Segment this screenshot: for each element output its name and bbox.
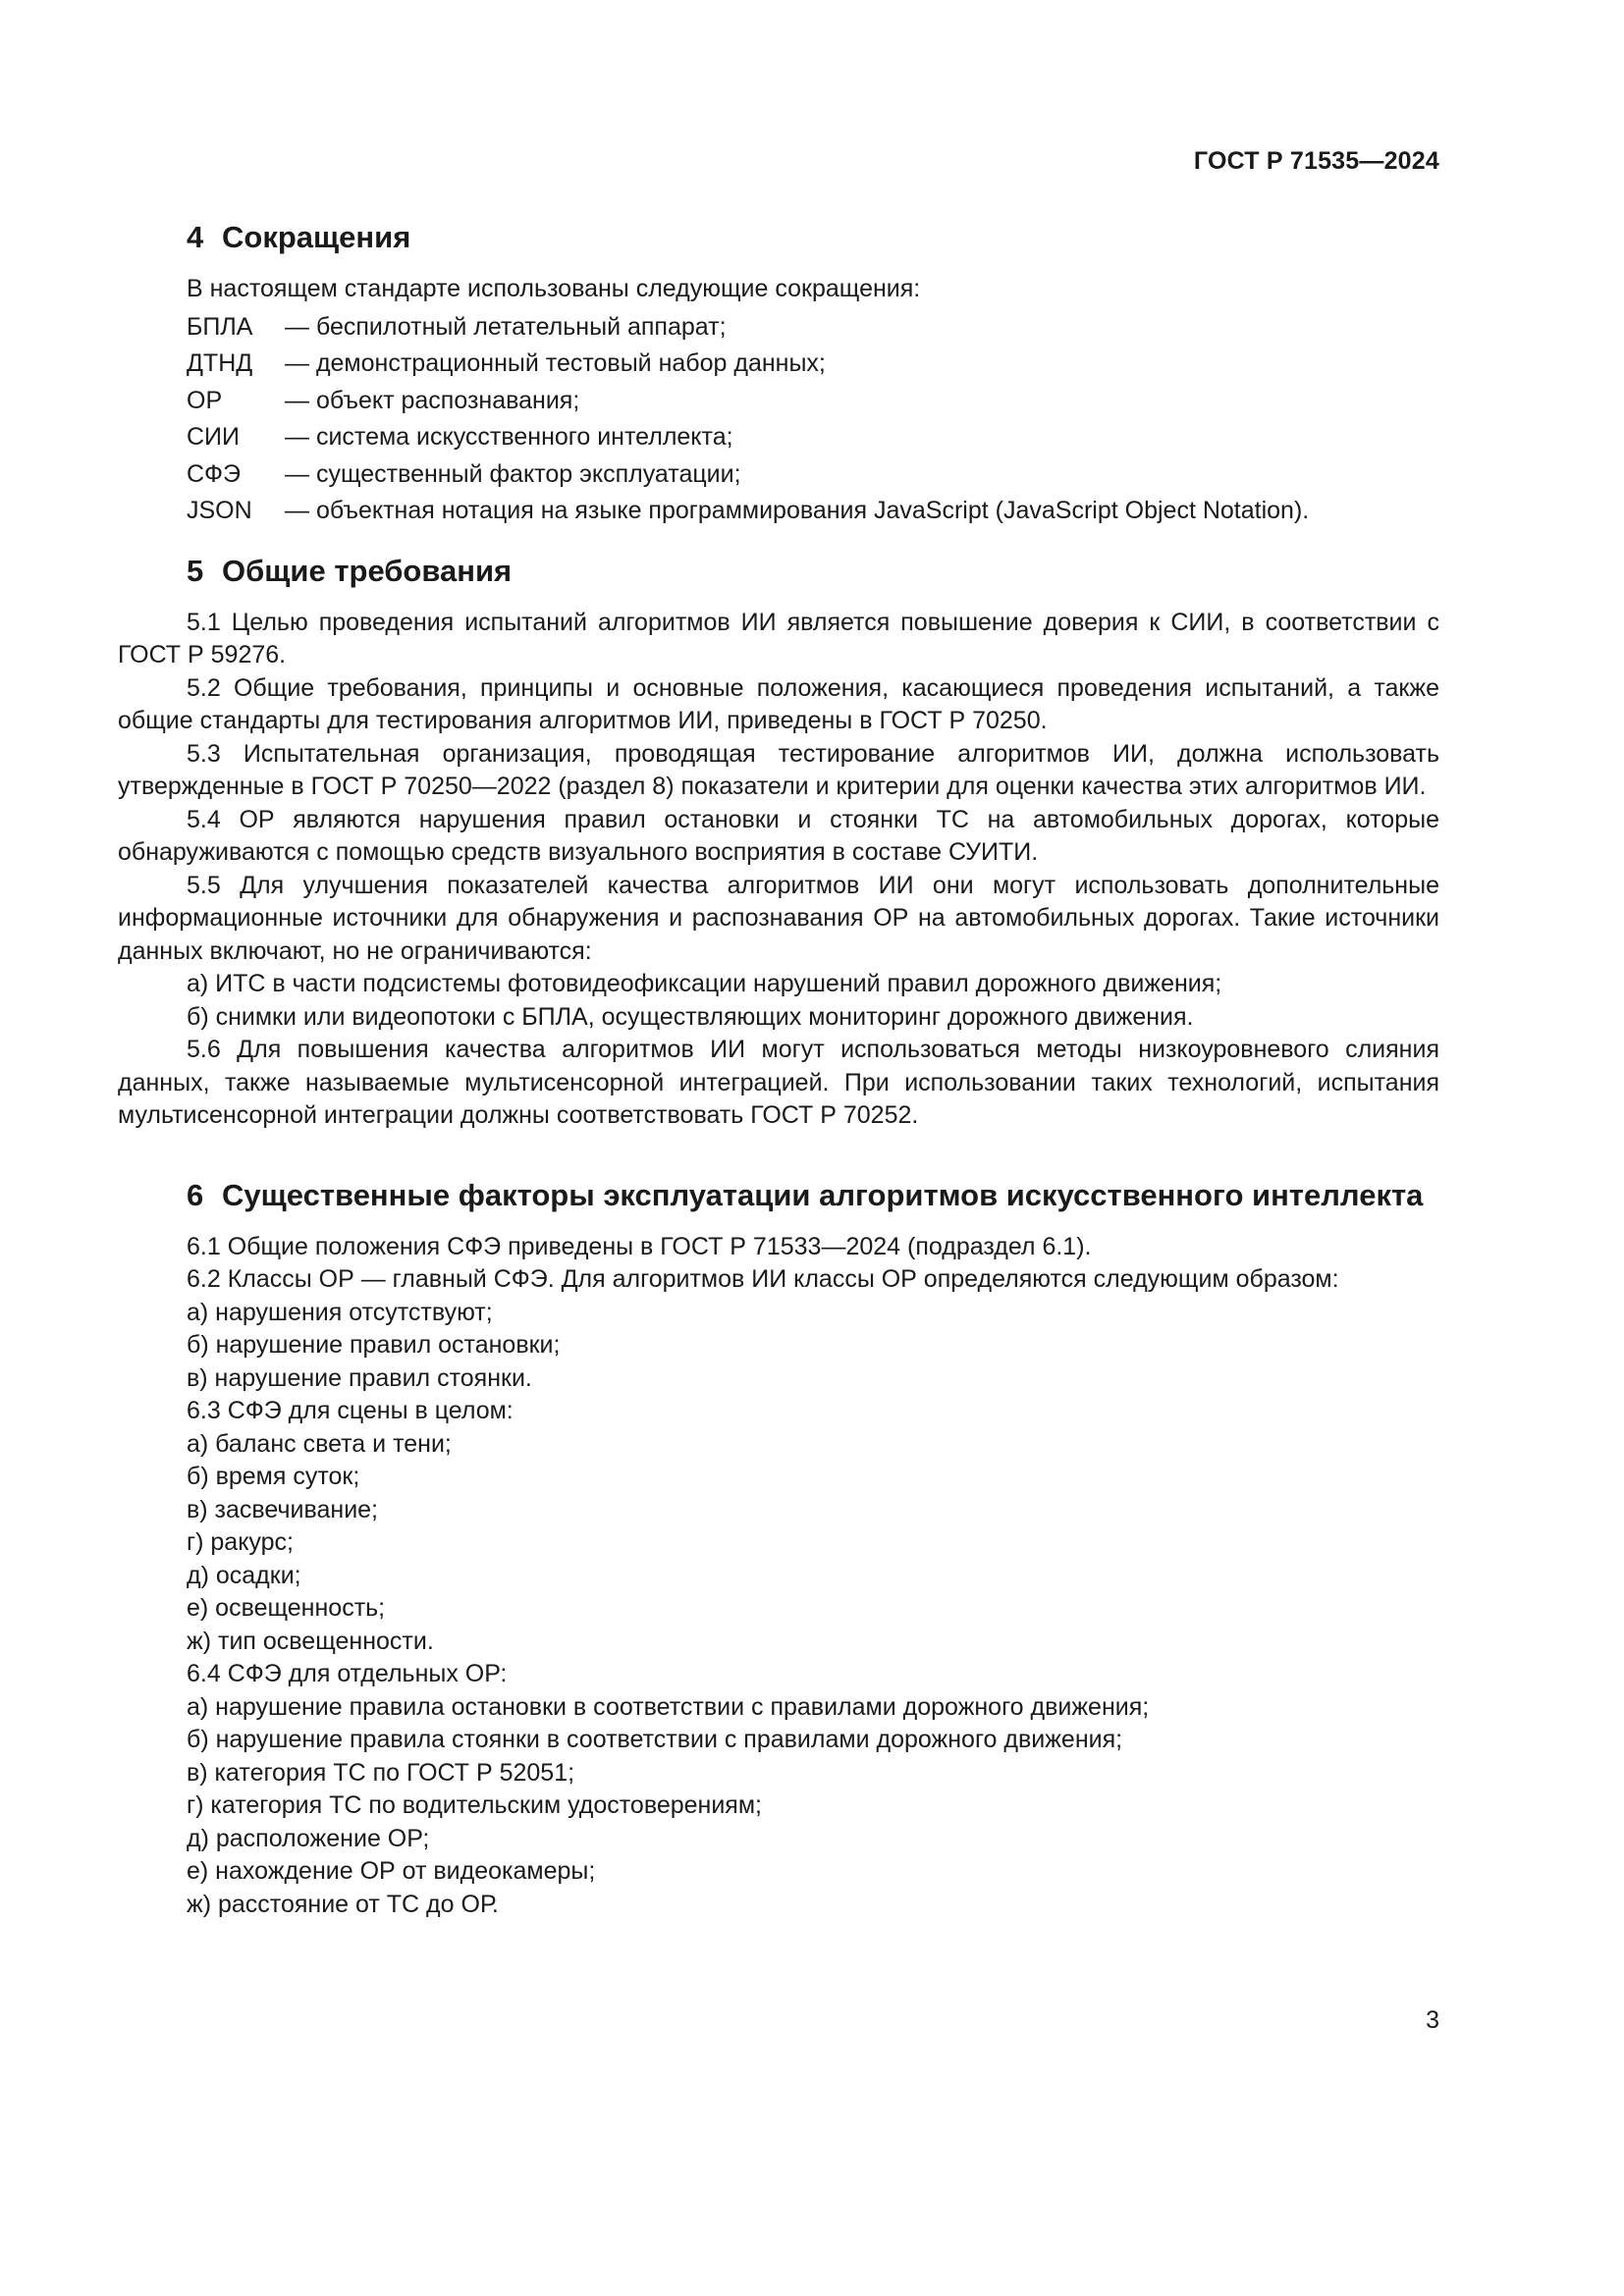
list-item: ж) тип освещенности. xyxy=(187,1627,434,1655)
list-item: е) освещенность; xyxy=(187,1594,386,1622)
abbreviation-item xyxy=(118,309,1439,347)
section-number: 6 xyxy=(187,1177,204,1212)
document-header: ГОСТ Р 71535—2024 xyxy=(1193,147,1439,175)
list-item: а) ИТС в части подсистемы фотовидеофиксации нарушений правил дорожного движения; xyxy=(187,970,1222,997)
list-item: б) нарушение правила стоянки в соответствии с правилами дорожного движения; xyxy=(187,1726,1123,1753)
section-4-heading xyxy=(118,218,1439,257)
clause-6-3: 6.3 СФЭ для сцены в целом: xyxy=(187,1397,514,1424)
list-item: б) время суток; xyxy=(187,1463,360,1490)
section-spacer xyxy=(118,530,1439,552)
list-item: б) снимки или видеопотоки с БПЛА, осуществляющих мониторинг дорожного движения. xyxy=(187,1002,1194,1031)
clause-5-6: 5.6 Для повышения качества алгоритмов ИИ могут использоваться методы низкоуровневого слияния данных, также называемые мультисенсорной интеграцией. При использовании таких технологий, испытания мультисенсорной интеграции должны соответствовать ГОСТ Р 70252. xyxy=(118,1036,1439,1129)
section-title: Общие требования xyxy=(222,553,513,588)
abbreviation-definition: — существенный фактор эксплуатации; xyxy=(285,459,741,488)
list-item: а) нарушения отсутствуют; xyxy=(187,1298,493,1326)
clause-6-4: 6.4 СФЭ для отдельных ОР: xyxy=(187,1660,508,1687)
section-number: 4 xyxy=(187,220,204,254)
abbreviations-intro: В настоящем стандарте использованы следующие сокращения: xyxy=(187,275,921,302)
list-item: г) ракурс; xyxy=(187,1528,294,1556)
clause-5-3: 5.3 Испытательная организация, проводящая тестирование алгоритмов ИИ, должна использовать утвержденные в ГОСТ Р 70250—2022 (раздел 8) показатели и критерии для оценки качества этих алгоритмов ИИ. xyxy=(118,739,1439,800)
abbreviation-item xyxy=(118,493,1439,530)
list-item: в) нарушение правил стоянки. xyxy=(187,1363,532,1392)
clause-5-1: 5.1 Целью проведения испытаний алгоритмов ИИ является повышение доверия к СИИ, в соответствии с ГОСТ Р 59276. xyxy=(118,608,1439,668)
abbreviation-item xyxy=(118,383,1439,420)
abbreviation-term: СИИ xyxy=(187,423,240,451)
abbreviation-definition: — система искусственного интеллекта; xyxy=(285,423,733,451)
list-item: е) нахождение ОР от видеокамеры; xyxy=(187,1857,596,1885)
list-item: ж) расстояние от ТС до ОР. xyxy=(187,1890,499,1918)
list-item: д) осадки; xyxy=(187,1561,301,1589)
abbreviation-term: БПЛА xyxy=(187,312,253,341)
section-number: 5 xyxy=(187,553,204,588)
list-item: а) нарушение правила остановки в соответствии с правилами дорожного движения; xyxy=(187,1692,1150,1721)
clause-5-4: 5.4 ОР являются нарушения правил остановки и стоянки ТС на автомобильных дорогах, которые обнаруживаются с помощью средств визуального восприятия в составе СУИТИ. xyxy=(118,805,1439,866)
clause-5-2: 5.2 Общие требования, принципы и основные положения, касающиеся проведения испытаний, а также общие стандарты для тестирования алгоритмов ИИ, приведены в ГОСТ Р 70250. xyxy=(118,673,1439,734)
section-5-heading xyxy=(118,552,1439,591)
section-6-heading xyxy=(118,1176,1439,1215)
list-item: в) засвечивание; xyxy=(187,1495,379,1523)
abbreviation-item xyxy=(118,419,1439,456)
section-spacer xyxy=(118,1133,1439,1176)
abbreviation-definition: — объект распознавания; xyxy=(285,386,580,414)
section-title: Существенные факторы эксплуатации алгоритмов искусственного интеллекта xyxy=(222,1177,1424,1212)
list-item: а) баланс света и тени; xyxy=(187,1429,452,1458)
page-number: 3 xyxy=(1426,2006,1439,2034)
list-item: б) нарушение правил остановки; xyxy=(187,1331,561,1359)
abbreviation-term: ОР xyxy=(187,386,223,414)
abbreviation-definition: — беспилотный летательный аппарат; xyxy=(285,312,727,341)
abbreviation-definition: — демонстрационный тестовый набор данных; xyxy=(285,349,826,377)
list-item: в) категория ТС по ГОСТ Р 52051; xyxy=(187,1758,575,1787)
abbreviation-item xyxy=(118,456,1439,494)
clause-5-5: 5.5 Для улучшения показателей качества алгоритмов ИИ они могут использовать дополнительные информационные источники для обнаружения и распознавания ОР на автомобильных дорогах. Такие источники данных включают, но не ограничиваются: xyxy=(118,871,1439,965)
abbreviations-list xyxy=(118,309,1439,530)
list-item: г) категория ТС по водительским удостоверениям; xyxy=(187,1791,762,1819)
list-item: д) расположение ОР; xyxy=(187,1824,430,1852)
clause-6-1: 6.1 Общие положения СФЭ приведены в ГОСТ Р 71533—2024 (подраздел 6.1). xyxy=(187,1232,1092,1260)
section-title: Сокращения xyxy=(222,220,411,254)
abbreviation-term: СФЭ xyxy=(187,459,242,488)
abbreviation-term: ДТНД xyxy=(187,349,253,377)
page-content xyxy=(118,218,1439,1921)
abbreviation-term: JSON xyxy=(187,497,252,524)
abbreviation-item xyxy=(118,346,1439,383)
clause-6-2: 6.2 Классы ОР — главный СФЭ. Для алгоритмов ИИ классы ОР определяются следующим образом: xyxy=(187,1265,1339,1293)
abbreviation-definition: — объектная нотация на языке программирования JavaScript (JavaScript Object Notation). xyxy=(285,497,1310,524)
